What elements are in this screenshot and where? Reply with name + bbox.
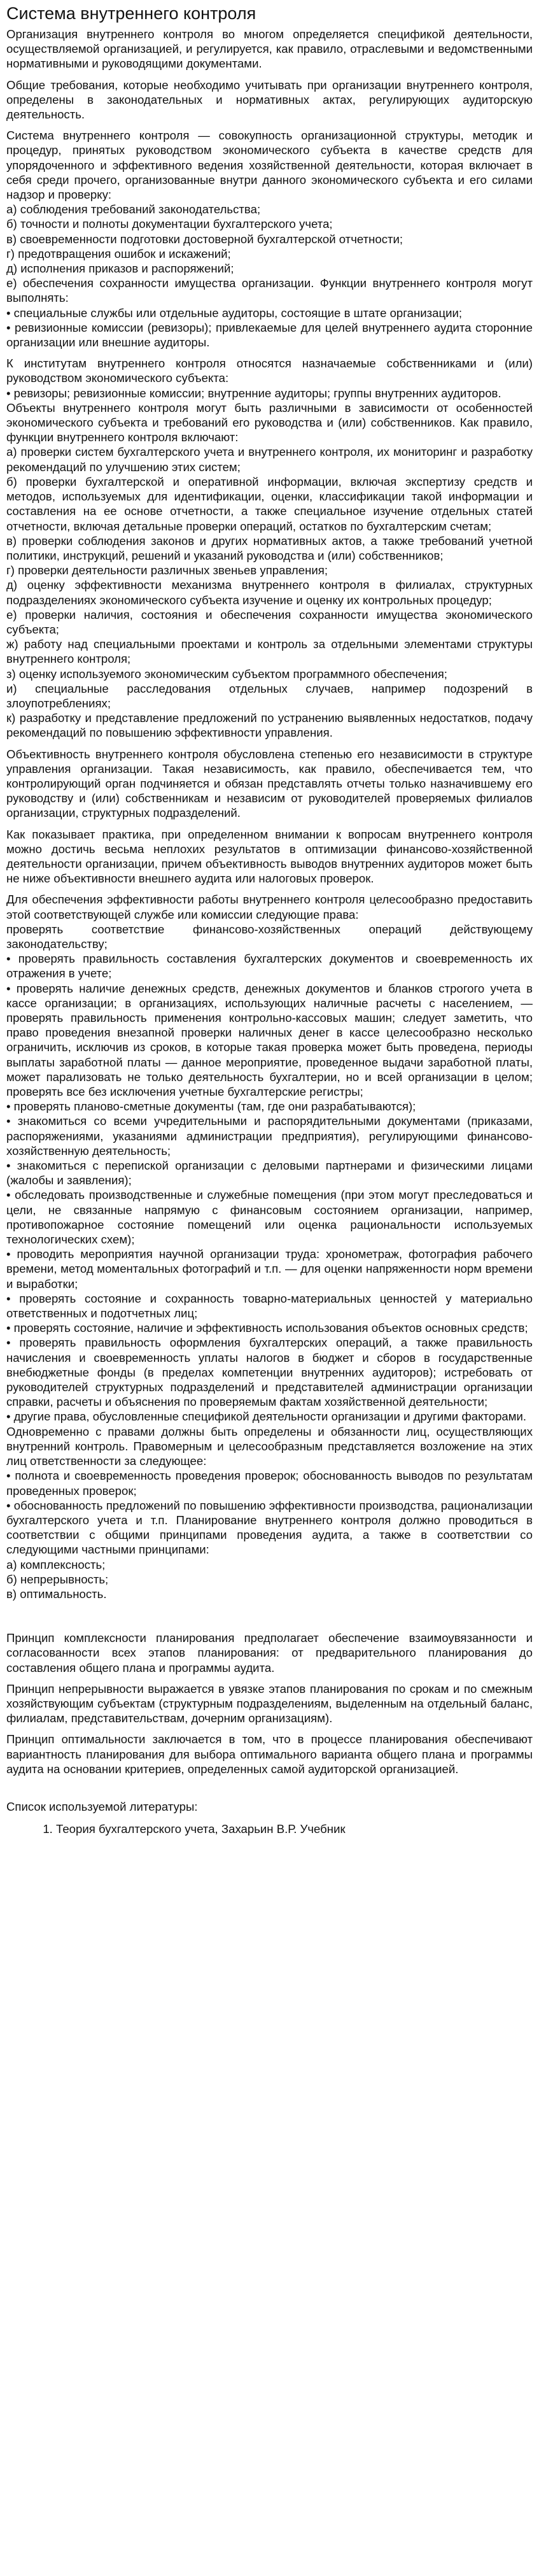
paragraph-line: • проверять наличие денежных средств, денежных документов и бланков строгого учета в кассе организации; в организациях, использующих наличные расчеты с населением, — проверять правильность применения контрольно-кассовых машин; следует заметить, что право проведения внезапной проверки наличных денег в кассе целесообразно несколько ограничить, исключив из сроков, в которые такая проверка может быть проведена, периоды выплаты заработной платы — данное мероприятие, проведенное выдачи заработной платы, может парализовать не только деятельность бухгалтерии, но и всей организации в целом; проверять все без исключения учетные бухгалтерские регистры; — [6, 981, 533, 1099]
paragraph-line: а) проверки систем бухгалтерского учета и внутреннего контроля, их мониторинг и разработку рекомендаций по улучшению этих систем; — [6, 445, 533, 474]
paragraph-line: е) проверки наличия, состояния и обеспечения сохранности имущества экономического субъекта; — [6, 607, 533, 636]
paragraph — [6, 78, 533, 122]
document-body — [6, 27, 533, 1776]
paragraph-line: к) разработку и представление предложений по устранению выявленных недостатков, подачу рекомендаций по повышению эффективности управления. — [6, 711, 533, 740]
paragraph-line: Как показывает практика, при определенном внимании к вопросам внутреннего контроля можно достичь весьма неплохих результатов в оптимизации финансово-хозяйственной деятельности организации, причем объективность выводов внутренних аудиторов может быть не ниже объективности внешнего аудита или налоговых проверок. — [6, 827, 533, 886]
references-title: Список используемой литературы: — [6, 1799, 198, 1813]
paragraph — [6, 1732, 533, 1776]
paragraph-line: Общие требования, которые необходимо учитывать при организации внутреннего контроля, определены в законодательных и нормативных актах, регулирующих аудиторскую деятельность. — [6, 78, 533, 122]
paragraph-line: а) комплексность; — [6, 1557, 106, 1571]
paragraph-line: з) оценку используемого экономическим субъектом программного обеспечения; — [6, 667, 447, 681]
document-title: Система внутреннего контроля — [6, 4, 256, 23]
paragraph-line: Принцип оптимальности заключается в том, что в процессе планирования обеспечивают вариантность планирования для выбора оптимального варианта общего плана и программы аудита на основании критериев, определенных самой аудиторской организацией. — [6, 1732, 533, 1776]
paragraph-line: д) исполнения приказов и распоряжений; — [6, 262, 234, 276]
paragraph-line: • обследовать производственные и служебные помещения (при этом могут преследоваться и цели, не связанные напрямую с финансовым состоянием организации, например, противопожарное состояние помещений или оценка рациональности используемых технологических схем); — [6, 1188, 533, 1247]
paragraph — [6, 27, 533, 71]
paragraph-line: и) специальные расследования отдельных случаев, например подозрений в злоупотреблениях; — [6, 681, 533, 710]
paragraph-line: • проверять планово-сметные документы (там, где они разрабатываются); — [6, 1100, 416, 1114]
paragraph-line: • проводить мероприятия научной организации труда: хронометраж, фотография рабочего времени, метод моментальных фотографий и т.п. — для оценки напряженности норм времени и выработки; — [6, 1247, 533, 1291]
paragraph — [6, 356, 533, 740]
paragraph-line: Система внутреннего контроля — совокупность организационной структуры, методик и процедур, принятых руководством экономического субъекта в качестве средств для упорядоченного и эффективного ведения хозяйственной деятельности, которая включает в себя среди прочего, организованные внутри данного экономического субъекта и его силами надзор и проверку: — [6, 129, 533, 202]
paragraph-line: ж) работу над специальными проектами и контроль за отдельными элементами структуры внутреннего контроля; — [6, 637, 533, 666]
paragraph-line: • проверять правильность оформления бухгалтерских операций, а также правильность начисления и своевременность уплаты налогов в бюджет и сборов в государственные внебюджетные фонды (в пределах компетенции внутренних аудиторов); истребовать от руководителей структурных подразделений и представителей администрации организации справки, расчеты и объяснения по проверяемым фактам хозяйственной деятельности; — [6, 1336, 533, 1409]
references-list — [6, 1822, 533, 1836]
paragraph-line: • проверять правильность составления бухгалтерских документов и своевременность их отражения в учете; — [6, 952, 533, 980]
paragraph-line: • знакомиться с перепиской организации с деловыми партнерами и физическими лицами (жалобы и заявления); — [6, 1159, 533, 1187]
paragraph-line: в) своевременности подготовки достоверной бухгалтерской отчетности; — [6, 232, 403, 246]
paragraph-line: в) оптимальность. — [6, 1587, 107, 1601]
paragraph-line: Для обеспечения эффективности работы внутреннего контроля целесообразно предоставить этой соответствующей службе или комиссии следующие права: — [6, 893, 533, 921]
paragraph-line: а) соблюдения требований законодательства; — [6, 202, 261, 216]
paragraph-line: • обоснованность предложений по повышению эффективности производства, рационализации бухгалтерского учета и т.п. Планирование внутреннего контроля должно проводиться в соответствии с общими принципами проведения аудита, а также в соответствии со следующими частными принципами: — [6, 1498, 533, 1557]
paragraph-line: в) проверки соблюдения законов и других нормативных актов, а также требований учетной политики, инструкций, решений и указаний руководства и (или) собственников; — [6, 534, 533, 562]
paragraph-line: • знакомиться со всеми учредительными и распорядительными документами (приказами, распоряжениями, указаниями администрации предприятия), регулирующими финансово-хозяйственную деятельность; — [6, 1114, 533, 1157]
paragraph-line: Одновременно с правами должны быть определены и обязанности лиц, осуществляющих внутренний контроль. Правомерным и целесообразным представляется возложение на этих лиц ответственности за следующее: — [6, 1424, 533, 1468]
paragraph-line: Принцип непрерывности выражается в увязке этапов планирования по срокам и по смежным хозяйствующим субъектам (структурным подразделениям, выделенным на отдельный баланс, филиалам, представительствам, дочерним организациям). — [6, 1681, 533, 1725]
paragraph-line: проверять соответствие финансово-хозяйственных операций действующему законодательству; — [6, 922, 533, 951]
paragraph — [6, 827, 533, 886]
paragraph-line: б) проверки бухгалтерской и оперативной информации, включая экспертизу средств и методов, используемых для идентификации, оценки, классификации такой информации и составления на ее основе отчетности, а также специальное изучение отдельных статей отчетности, включая детальные проверки операций, остатков по бухгалтерским счетам; — [6, 474, 533, 533]
paragraph-line: б) непрерывность; — [6, 1572, 109, 1586]
paragraph-line: • проверять состояние и сохранность товарно-материальных ценностей у материально ответственных и подотчетных лиц; — [6, 1291, 533, 1320]
paragraph — [6, 128, 533, 350]
paragraph-line: Принцип комплексности планирования предполагает обеспечение взаимоувязанности и согласованности всех этапов планирования: от предварительного планирования до составления общего плана и программы аудита. — [6, 1631, 533, 1674]
paragraph-line: • ревизионные комиссии (ревизоры); привлекаемые для целей внутреннего аудита сторонние организации или внешние аудиторы. — [6, 320, 533, 350]
paragraph — [6, 1681, 533, 1726]
paragraph — [6, 892, 533, 1601]
paragraph-line: • другие права, обусловленные спецификой деятельности организации и другими факторами. — [6, 1410, 527, 1424]
paragraph-line: Объекты внутреннего контроля могут быть различными в зависимости от особенностей экономического субъекта и требований его руководства и (или) собственников. Как правило, функции внутреннего контроля включают: — [6, 400, 533, 444]
paragraph-line: е) обеспечения сохранности имущества организации. Функции внутреннего контроля могут выполнять: — [6, 276, 533, 305]
paragraph-spacer — [6, 1608, 533, 1631]
paragraph — [6, 747, 533, 821]
paragraph-line: б) точности и полноты документации бухгалтерского учета; — [6, 217, 333, 231]
paragraph-line: • специальные службы или отдельные аудиторы, состоящие в штате организации; — [6, 306, 463, 320]
paragraph-line: г) проверки деятельности различных звеньев управления; — [6, 563, 328, 577]
paragraph-line: д) оценку эффективности механизма внутреннего контроля в филиалах, структурных подразделениях экономического субъекта изучение и оценку их контрольных процедур; — [6, 578, 533, 607]
reference-item: 1. Теория бухгалтерского учета, Захарьин В.Р. Учебник — [56, 1822, 533, 1836]
paragraph-line: Объективность внутреннего контроля обусловлена степенью его независимости в структуре управления организации. Такая независимость, как правило, обеспечивается тем, что контролирующий орган подчиняется и обязан представлять отчеты только назначившему его руководству и (или) собственникам и независим от руководителей проверяемых филиалов организации, структурных подразделений. — [6, 747, 533, 820]
paragraph-line: К институтам внутреннего контроля относятся назначаемые собственниками и (или) руководством экономического субъекта: — [6, 357, 533, 385]
paragraph-line: Организация внутреннего контроля во многом определяется спецификой деятельности, осуществляемой организацией, и регулируется, как правило, отраслевыми и ведомственными нормативными и руководящими документами. — [6, 27, 533, 71]
paragraph — [6, 1631, 533, 1675]
paragraph-line: • ревизоры; ревизионные комиссии; внутренние аудиторы; группы внутренних аудиторов. — [6, 386, 501, 400]
paragraph-line: • полнота и своевременность проведения проверок; обоснованность выводов по результатам проведенных проверок; — [6, 1469, 533, 1497]
paragraph-line: • проверять состояние, наличие и эффективность использования объектов основных средств; — [6, 1321, 528, 1335]
paragraph-line: г) предотвращения ошибок и искажений; — [6, 246, 231, 260]
